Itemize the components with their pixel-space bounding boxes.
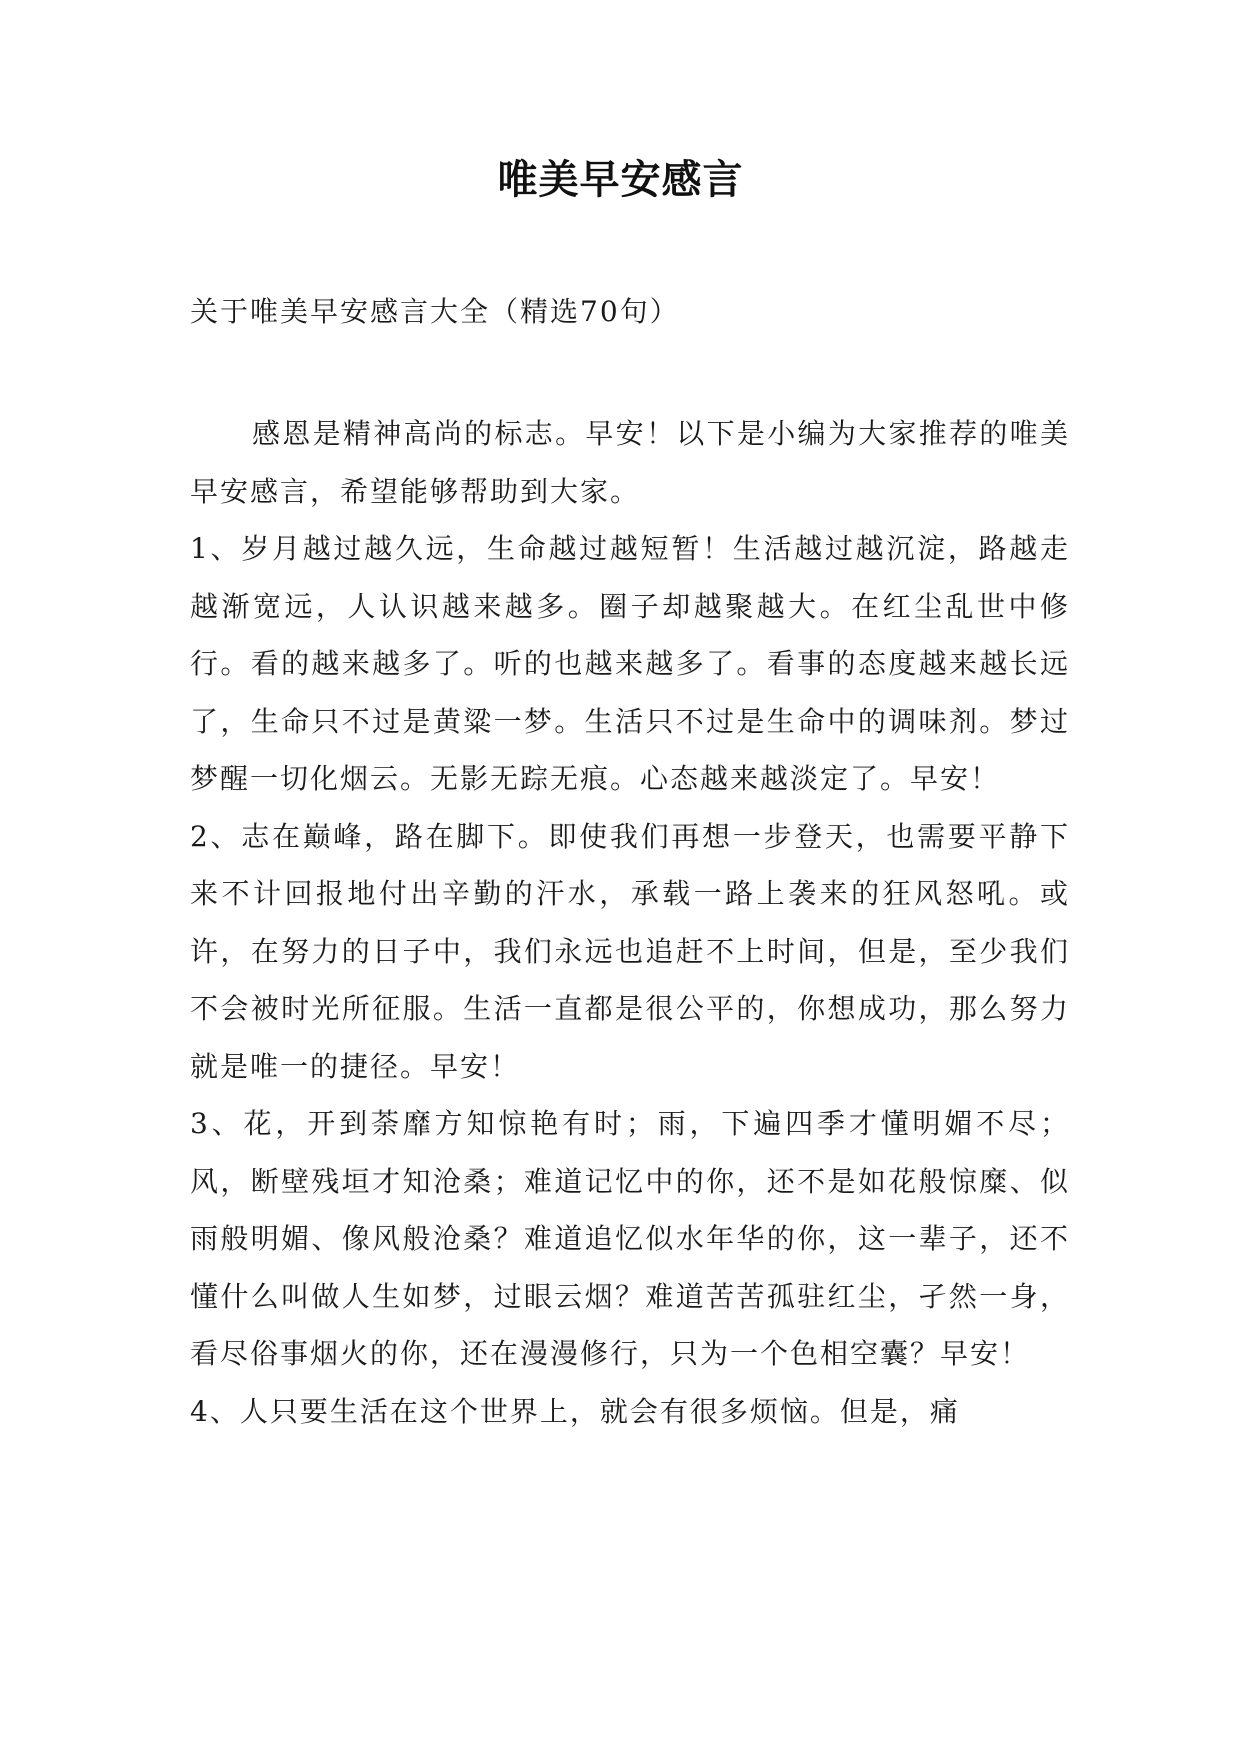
quote-paragraph-1: 1、岁月越过越久远，生命越过越短暂！生活越过越沉淀，路越走越渐宽远，人认识越来越多。圈子却越聚越大。在红尘乱世中修行。看的越来越多了。听的也越来越多了。看事的态度越来越长远了，生命只不过是黄粱一梦。生活只不过是生命中的调味剂。梦过梦醒一切化烟云。无影无踪无痕。心态越来越淡定了。早安！ [190, 532, 1070, 795]
document-title: 唯美早安感言 [497, 157, 744, 203]
quote-paragraph-2: 2、志在巅峰，路在脚下。即使我们再想一步登天，也需要平静下来不计回报地付出辛勤的汗水，承载一路上袭来的狂风怒吼。或许，在努力的日子中，我们永远也追赶不上时间，但是，至少我们不会被时光所征服。生活一直都是很公平的，你想成功，那么努力就是唯一的捷径。早安！ [190, 819, 1070, 1083]
intro-paragraph: 感恩是精神高尚的标志。早安！以下是小编为大家推荐的唯美早安感言，希望能够帮助到大家。 [190, 417, 1070, 508]
document-subtitle: 关于唯美早安感言大全（精选70句） [190, 295, 680, 328]
document-body [190, 405, 1070, 1440]
quote-paragraph-3: 3、花，开到荼靡方知惊艳有时；雨，下遍四季才懂明媚不尽；风，断壁残垣才知沧桑；难道记忆中的你，还不是如花般惊糜、似雨般明媚、像风般沧桑？难道追忆似水年华的你，这一辈子，还不懂什么叫做人生如梦，过眼云烟？难道苦苦孤驻红尘，孑然一身，看尽俗事烟火的你，还在漫漫修行，只为一个色相空囊？早安！ [190, 1107, 1070, 1370]
quote-paragraph-4: 4、人只要生活在这个世界上，就会有很多烦恼。但是，痛 [190, 1394, 960, 1428]
